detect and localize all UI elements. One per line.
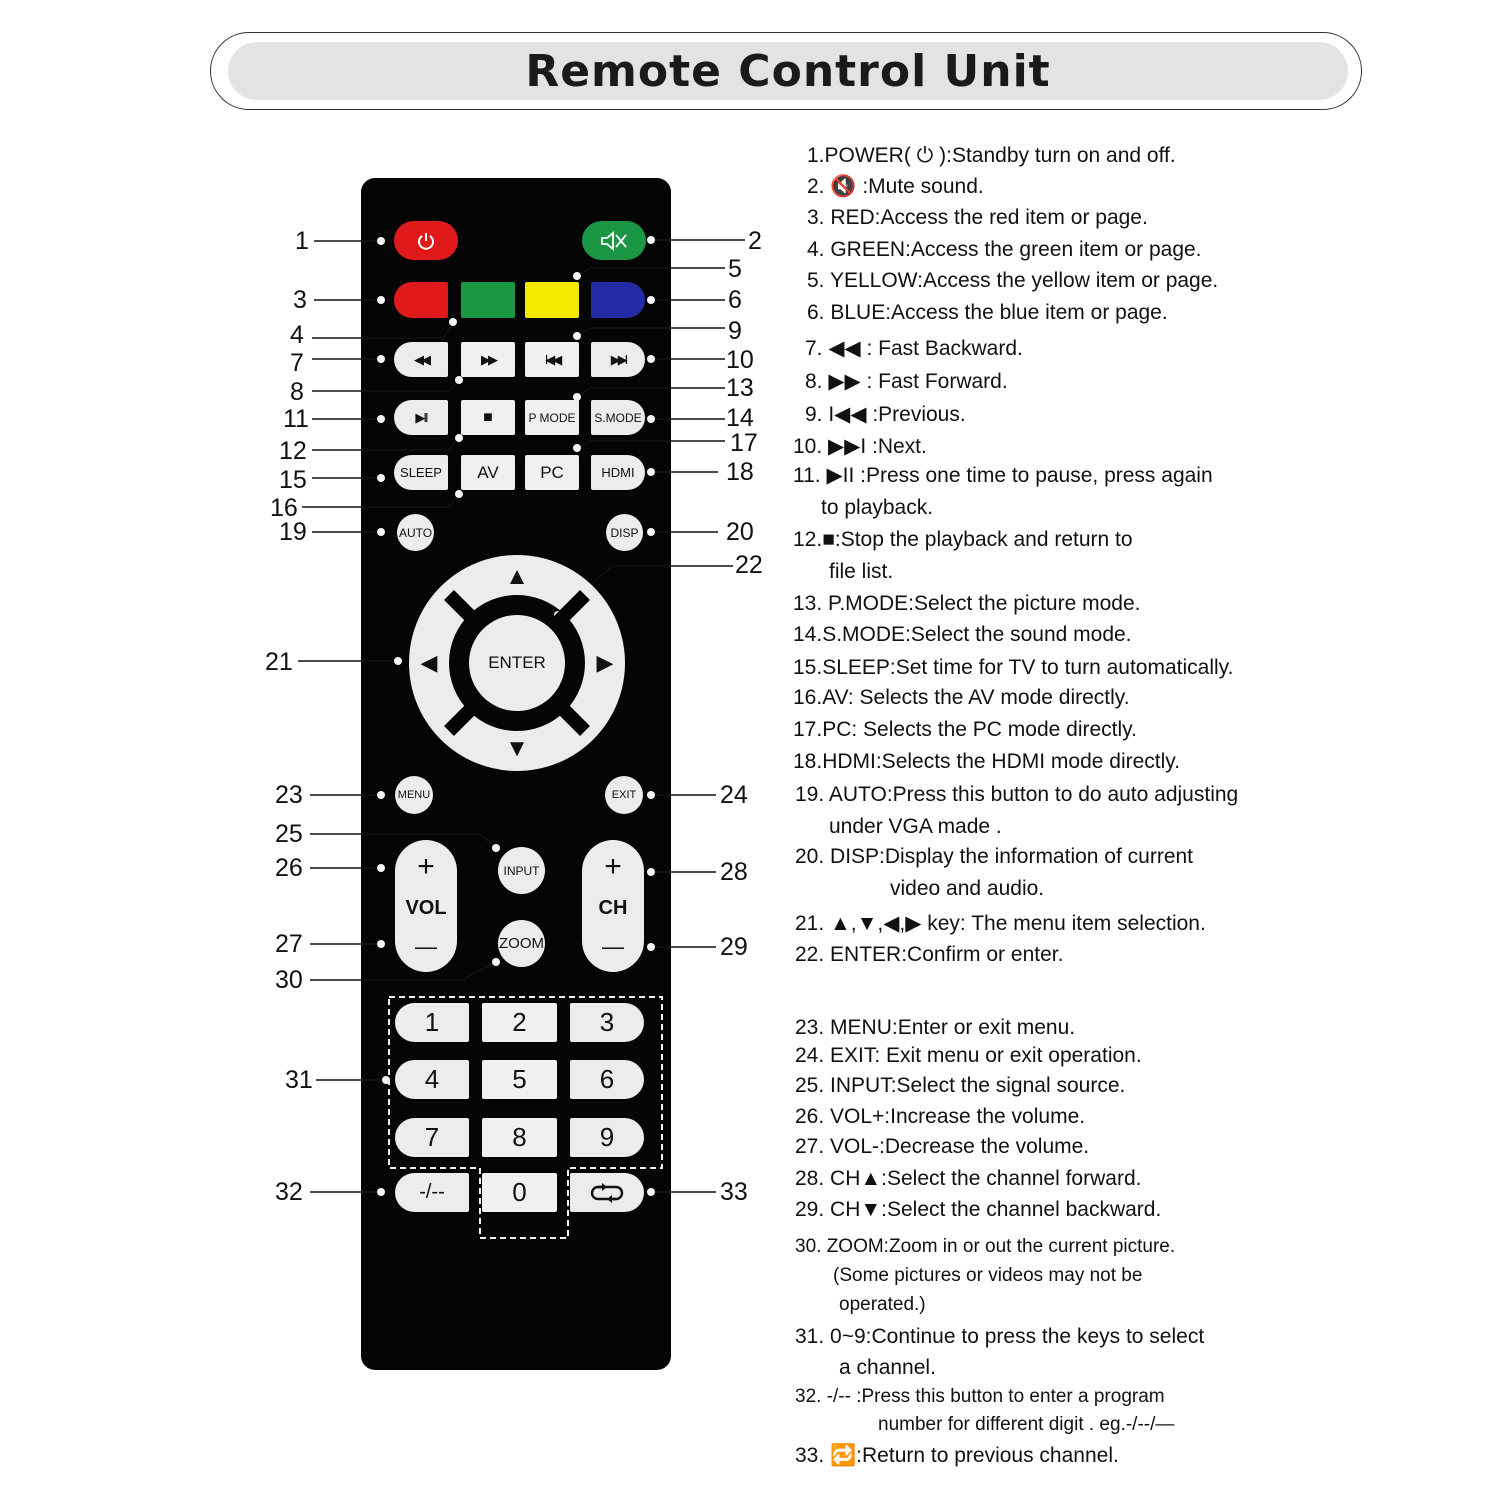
digit-label: 3	[599, 1007, 615, 1037]
description-line: to playback.	[821, 496, 934, 519]
description-line: number for different digit . eg.-/--/—	[878, 1414, 1175, 1435]
description-line: 23. MENU:Enter or exit menu.	[795, 1016, 1076, 1039]
callout-9: 9	[728, 317, 742, 345]
s-mode-button[interactable]	[591, 400, 645, 435]
callout-7: 7	[290, 349, 304, 377]
description-line: 12.■:Stop the playback and return to	[793, 528, 1133, 551]
rewind-icon: ◀◀	[414, 351, 428, 367]
fast-forward-button[interactable]	[461, 342, 515, 377]
description-line: 5. YELLOW:Access the yellow item or page.	[807, 269, 1219, 292]
enter-label: ENTER	[488, 653, 546, 672]
mute-button[interactable]	[582, 221, 646, 260]
callout-26: 26	[275, 854, 303, 882]
auto-label: AUTO	[398, 525, 433, 540]
description-line: 26. VOL+:Increase the volume.	[795, 1105, 1086, 1128]
zoom-button[interactable]	[498, 920, 545, 967]
callout-17: 17	[730, 429, 758, 457]
description-line: 22. ENTER:Confirm or enter.	[795, 943, 1064, 966]
left-button[interactable]	[411, 643, 447, 683]
stop-icon: ■	[483, 408, 493, 426]
hdmi-label: HDMI	[601, 465, 635, 480]
vol-minus-button[interactable]: —	[415, 934, 437, 959]
up-arrow-icon: ▲	[505, 563, 529, 590]
menu-button[interactable]	[395, 776, 433, 814]
digit-9-button[interactable]	[570, 1118, 644, 1157]
previous-button[interactable]	[525, 342, 579, 377]
description-line: 27. VOL-:Decrease the volume.	[795, 1135, 1090, 1158]
digit-label: 4	[424, 1064, 440, 1094]
digit-label: 8	[512, 1122, 527, 1152]
power-button[interactable]	[394, 221, 458, 260]
stop-button[interactable]	[461, 400, 515, 435]
description-line: 13. P.MODE:Select the picture mode.	[793, 592, 1141, 615]
description-line: 17.PC: Selects the PC mode directly.	[793, 718, 1137, 741]
ch-label: CH	[598, 896, 628, 919]
ch-minus-button[interactable]: —	[602, 934, 624, 959]
callout-20: 20	[726, 518, 754, 546]
description-line: 33. 🔁:Return to previous channel.	[795, 1444, 1119, 1467]
dash-button[interactable]	[395, 1173, 469, 1212]
callout-2: 2	[748, 227, 762, 255]
description-line: 28. CH▲:Select the channel forward.	[795, 1167, 1142, 1190]
callout-33: 33	[720, 1178, 748, 1206]
digit-label: 9	[599, 1122, 615, 1152]
description-line: 8. ▶▶ : Fast Forward.	[805, 370, 1008, 393]
callout-22: 22	[735, 551, 763, 579]
exit-label: EXIT	[611, 789, 637, 801]
description-line: 20. DISP:Display the information of current	[795, 845, 1194, 868]
callout-31: 31	[285, 1066, 313, 1094]
description-line: 31. 0~9:Continue to press the keys to select	[795, 1325, 1205, 1348]
dash-label: -/--	[419, 1181, 445, 1203]
vol-plus-button[interactable]: +	[417, 850, 435, 883]
digit-4-button[interactable]	[395, 1060, 469, 1099]
pc-label: PC	[540, 462, 564, 482]
av-label: AV	[477, 462, 499, 482]
auto-button[interactable]	[397, 514, 434, 551]
down-arrow-icon: ▼	[505, 735, 529, 762]
p-mode-button[interactable]	[525, 400, 579, 435]
callout-30: 30	[275, 966, 303, 994]
digit-2-button[interactable]	[482, 1003, 557, 1042]
disp-button[interactable]	[606, 514, 643, 551]
callout-25: 25	[275, 820, 303, 848]
description-line: 29. CH▼:Select the channel backward.	[795, 1198, 1162, 1221]
description-line: file list.	[829, 560, 894, 583]
description-line: 3. RED:Access the red item or page.	[807, 206, 1148, 229]
callout-15: 15	[279, 466, 307, 494]
callout-29: 29	[720, 933, 748, 961]
description-line: 14.S.MODE:Select the sound mode.	[793, 623, 1132, 646]
zoom-label: ZOOM	[499, 935, 544, 952]
description-line: 7. ◀◀ : Fast Backward.	[805, 337, 1023, 360]
callout-13: 13	[726, 374, 754, 402]
play-pause-icon: ▶II	[415, 409, 427, 425]
description-line: 1.POWER( ⏻ ):Standby turn on and off.	[807, 144, 1176, 167]
p-mode-label: P MODE	[528, 410, 576, 425]
vol-label: VOL	[405, 896, 447, 919]
rewind-button[interactable]	[394, 342, 448, 377]
description-line: operated.)	[839, 1294, 926, 1315]
yellow-button[interactable]	[525, 282, 579, 318]
down-button[interactable]	[497, 731, 537, 767]
description-line: 15.SLEEP:Set time for TV to turn automatically.	[793, 656, 1234, 679]
ch-plus-button[interactable]: +	[604, 850, 622, 883]
ch-rocker[interactable]	[582, 840, 644, 972]
description-line: video and audio.	[890, 877, 1045, 900]
callout-23: 23	[275, 781, 303, 809]
blue-button[interactable]	[591, 282, 645, 318]
digit-label: 1	[424, 1007, 440, 1037]
callout-4: 4	[290, 321, 304, 349]
s-mode-label: S.MODE	[594, 410, 642, 425]
digit-3-button[interactable]	[570, 1003, 644, 1042]
description-line: 2. 🔇 :Mute sound.	[807, 175, 984, 198]
callout-32: 32	[275, 1178, 303, 1206]
previous-icon: I◀◀	[544, 351, 560, 367]
red-button[interactable]	[394, 282, 448, 318]
digit-1-button[interactable]	[395, 1003, 469, 1042]
digit-6-button[interactable]	[570, 1060, 644, 1099]
callout-14: 14	[726, 404, 754, 432]
callout-8: 8	[290, 378, 304, 406]
input-button[interactable]	[498, 847, 545, 894]
enter-button[interactable]	[477, 643, 557, 683]
description-line: 9. I◀◀ :Previous.	[805, 403, 966, 426]
callout-19: 19	[279, 518, 307, 546]
input-label: INPUT	[503, 863, 540, 878]
right-button[interactable]	[587, 643, 623, 683]
callout-16: 16	[270, 494, 298, 522]
callout-6: 6	[728, 286, 742, 314]
description-line: 10. ▶▶I :Next.	[793, 435, 927, 458]
digit-label: 7	[424, 1122, 440, 1152]
pc-button[interactable]	[525, 455, 579, 490]
callout-11: 11	[283, 405, 309, 433]
description-line: 25. INPUT:Select the signal source.	[795, 1074, 1126, 1097]
vol-rocker[interactable]	[395, 840, 457, 972]
av-button[interactable]	[461, 455, 515, 490]
description-line: a channel.	[839, 1356, 936, 1379]
page-title: Remote Control Unit	[525, 46, 1051, 97]
power-icon	[416, 231, 436, 251]
description-line: 18.HDMI:Selects the HDMI mode directly.	[793, 750, 1181, 773]
menu-label: MENU	[397, 789, 431, 801]
digit-label: 2	[512, 1007, 527, 1037]
description-line: 19. AUTO:Press this button to do auto adjusting	[795, 783, 1239, 806]
fast-forward-icon: ▶▶	[481, 351, 495, 367]
callout-27: 27	[275, 930, 303, 958]
callout-12: 12	[279, 437, 307, 465]
next-icon: ▶▶I	[610, 351, 626, 367]
callout-28: 28	[720, 858, 748, 886]
description-line: 32. -/-- :Press this button to enter a program	[795, 1386, 1165, 1407]
description-line: 6. BLUE:Access the blue item or page.	[807, 301, 1168, 324]
recall-button[interactable]	[570, 1173, 644, 1212]
digit-label: 6	[599, 1064, 615, 1094]
mute-icon	[599, 230, 629, 252]
up-button[interactable]	[497, 559, 537, 595]
description-line: 21. ▲,▼,◀,▶ key: The menu item selection.	[795, 912, 1206, 935]
digit-label: 5	[512, 1064, 527, 1094]
left-arrow-icon: ◀	[420, 650, 438, 675]
exit-button[interactable]	[605, 776, 643, 814]
description-line: 30. ZOOM:Zoom in or out the current picture.	[795, 1236, 1176, 1257]
digit-label: 0	[512, 1177, 527, 1207]
callout-10: 10	[726, 346, 754, 374]
description-line: 16.AV: Selects the AV mode directly.	[793, 686, 1130, 709]
right-arrow-icon: ▶	[596, 650, 614, 675]
callout-21: 21	[265, 648, 293, 676]
callout-3: 3	[293, 286, 307, 314]
callout-5: 5	[728, 255, 742, 283]
next-button[interactable]	[591, 342, 645, 377]
description-line: 11. ▶II :Press one time to pause, press again	[793, 464, 1213, 487]
hdmi-button[interactable]	[591, 455, 645, 490]
disp-label: DISP	[610, 525, 639, 540]
description-line: under VGA made .	[829, 815, 1002, 838]
play-pause-button[interactable]	[394, 400, 448, 435]
description-line: 24. EXIT: Exit menu or exit operation.	[795, 1044, 1142, 1067]
callout-1: 1	[295, 227, 309, 255]
digit-8-button[interactable]	[482, 1118, 557, 1157]
callout-24: 24	[720, 781, 748, 809]
recall-icon	[588, 1183, 626, 1203]
green-button[interactable]	[461, 282, 515, 318]
sleep-label: SLEEP	[400, 465, 442, 480]
description-line: 4. GREEN:Access the green item or page.	[807, 238, 1202, 261]
sleep-button[interactable]	[394, 455, 448, 490]
description-line: (Some pictures or videos may not be	[833, 1265, 1143, 1286]
digit-7-button[interactable]	[395, 1118, 469, 1157]
callout-18: 18	[726, 458, 754, 486]
digit-5-button[interactable]	[482, 1060, 557, 1099]
digit-0-button[interactable]	[482, 1173, 557, 1212]
